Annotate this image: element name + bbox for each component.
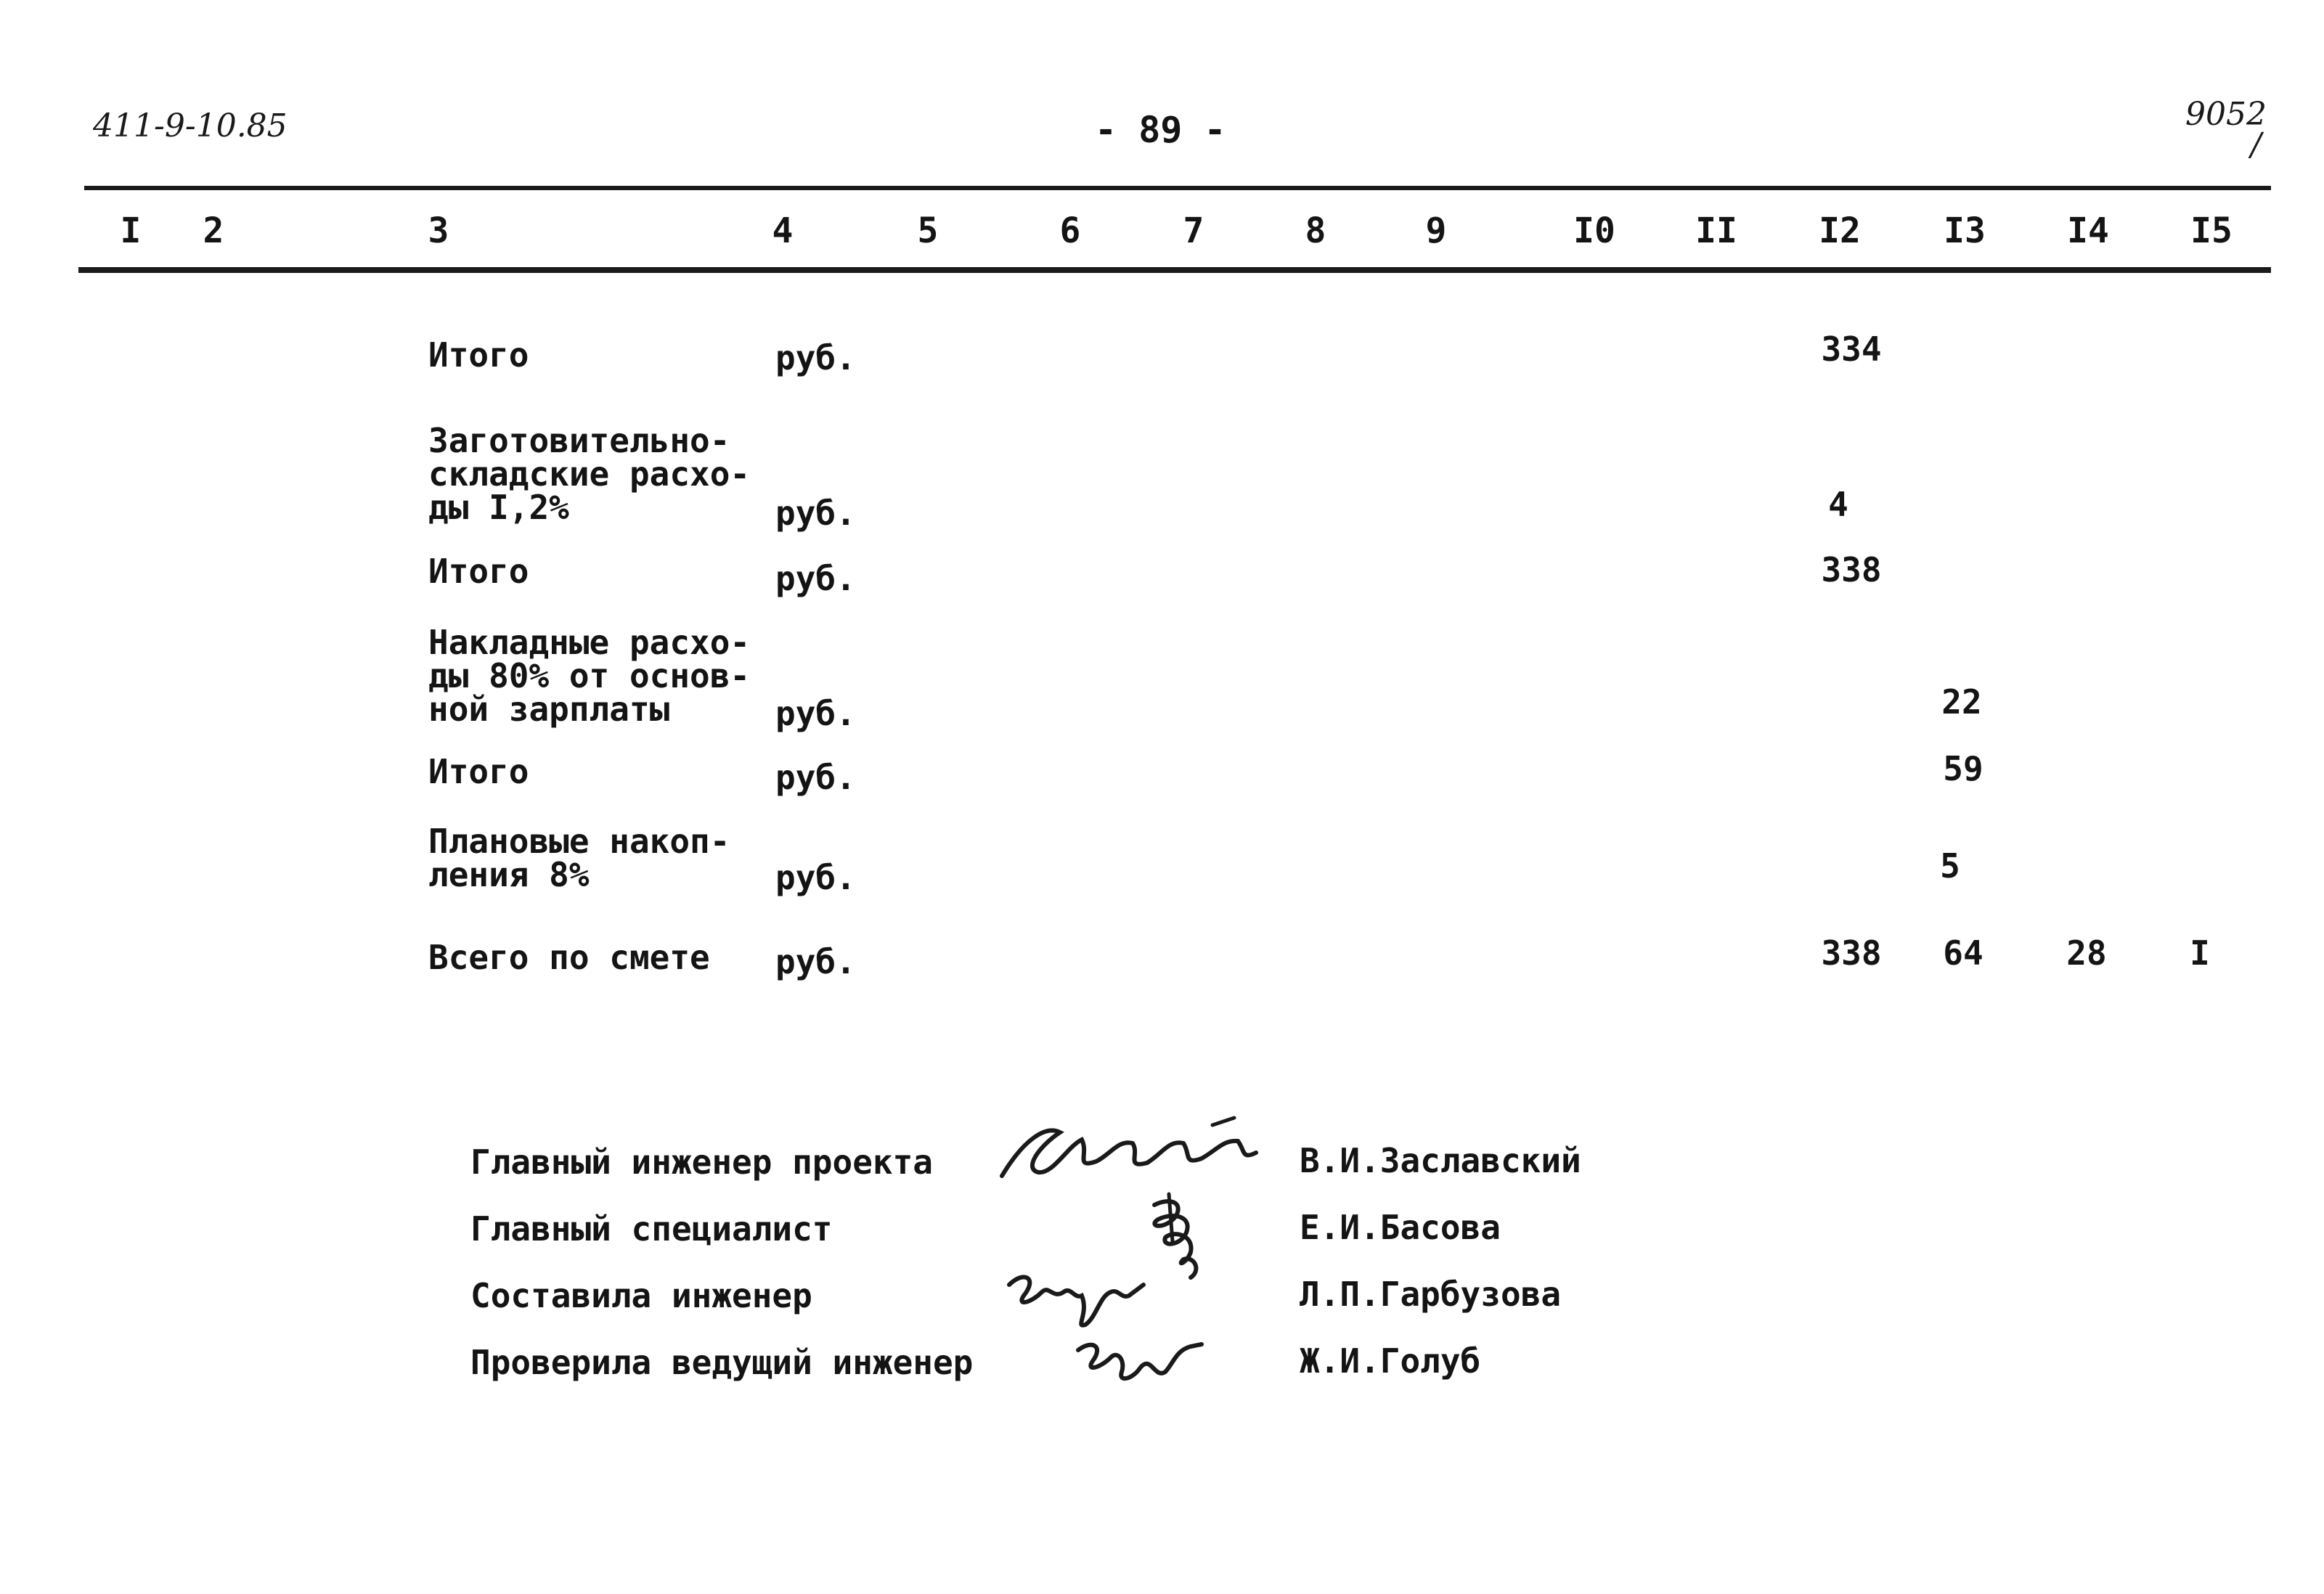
row-unit: руб. (775, 858, 856, 897)
row-label-line: ления 8% (428, 855, 590, 894)
column-number: I4 (2067, 211, 2109, 251)
column-number: 8 (1305, 211, 1326, 251)
row-label (428, 822, 730, 894)
row-label-line: ды 80% от основ- (428, 656, 751, 695)
row-unit: руб. (775, 758, 856, 797)
row-label-line: ды I,2% (428, 488, 569, 527)
column-number: 4 (772, 211, 794, 251)
cell-col12: 4 (1828, 485, 1848, 524)
row-label (428, 335, 529, 375)
signer-title: Составила инженер (470, 1276, 812, 1315)
cell-col13: 22 (1941, 682, 1982, 722)
signer-name: В.И.Заславский (1300, 1141, 1581, 1180)
page-number: - 89 - (1095, 109, 1226, 151)
cell-col12: 334 (1821, 330, 1882, 369)
cell-col12: 338 (1821, 550, 1882, 589)
row-label-line: складские расхо- (428, 454, 751, 494)
signer-name: Л.П.Гарбузова (1300, 1275, 1562, 1314)
document-code: 411-9-10.85 (93, 107, 288, 144)
row-label (428, 623, 751, 729)
cell-col13: 5 (1940, 846, 1960, 886)
column-number: 2 (203, 211, 224, 251)
cell-col14: 28 (2066, 933, 2107, 973)
row-label-line: Всего по смете (428, 938, 710, 977)
cell-col13: 64 (1943, 933, 1983, 973)
signer-title: Проверила ведущий инженер (470, 1343, 974, 1382)
column-number: I5 (2190, 211, 2233, 251)
column-number: 6 (1059, 211, 1081, 251)
signer-name: Ж.И.Голуб (1300, 1341, 1481, 1381)
handwritten-signature (995, 1111, 1278, 1190)
column-number: 5 (917, 211, 939, 251)
header-bottom-rule (78, 267, 2271, 273)
handwritten-signature (1067, 1328, 1205, 1401)
document-id: 9052 (2185, 96, 2267, 133)
handwritten-signature (1002, 1256, 1147, 1336)
row-label-line: Итого (428, 552, 529, 591)
column-number: II (1695, 211, 1737, 251)
column-number: I (120, 211, 142, 251)
row-unit: руб. (775, 559, 856, 598)
row-label-line: Накладные расхо- (428, 623, 751, 662)
row-label (428, 752, 529, 791)
column-number: I3 (1944, 211, 1986, 251)
column-number: I2 (1819, 211, 1861, 251)
signer-title: Главный специалист (470, 1209, 833, 1248)
cell-col12: 338 (1821, 933, 1882, 973)
signer-name: Е.И.Басова (1300, 1208, 1501, 1247)
column-number: 3 (428, 211, 449, 251)
row-unit: руб. (775, 494, 856, 533)
signer-title: Главный инженер проекта (470, 1143, 933, 1182)
row-label-line: Плановые накоп- (428, 822, 730, 861)
row-unit: руб. (775, 694, 856, 733)
header-top-rule (84, 186, 2271, 190)
row-label-line: Итого (428, 335, 529, 375)
column-number: 9 (1425, 211, 1447, 251)
row-label-line: ной зарплаты (428, 690, 670, 729)
column-number: 7 (1183, 211, 1204, 251)
row-label (428, 421, 751, 527)
row-label (428, 938, 710, 977)
row-label (428, 552, 529, 591)
row-unit: руб. (775, 942, 856, 981)
row-label-line: Заготовительно- (428, 421, 730, 460)
document-id-mark: / (2251, 126, 2262, 163)
cell-col15: I (2190, 933, 2210, 973)
row-unit: руб. (775, 338, 856, 377)
row-label-line: Итого (428, 752, 529, 791)
cell-col13: 59 (1943, 749, 1983, 788)
column-number: I0 (1573, 211, 1615, 251)
